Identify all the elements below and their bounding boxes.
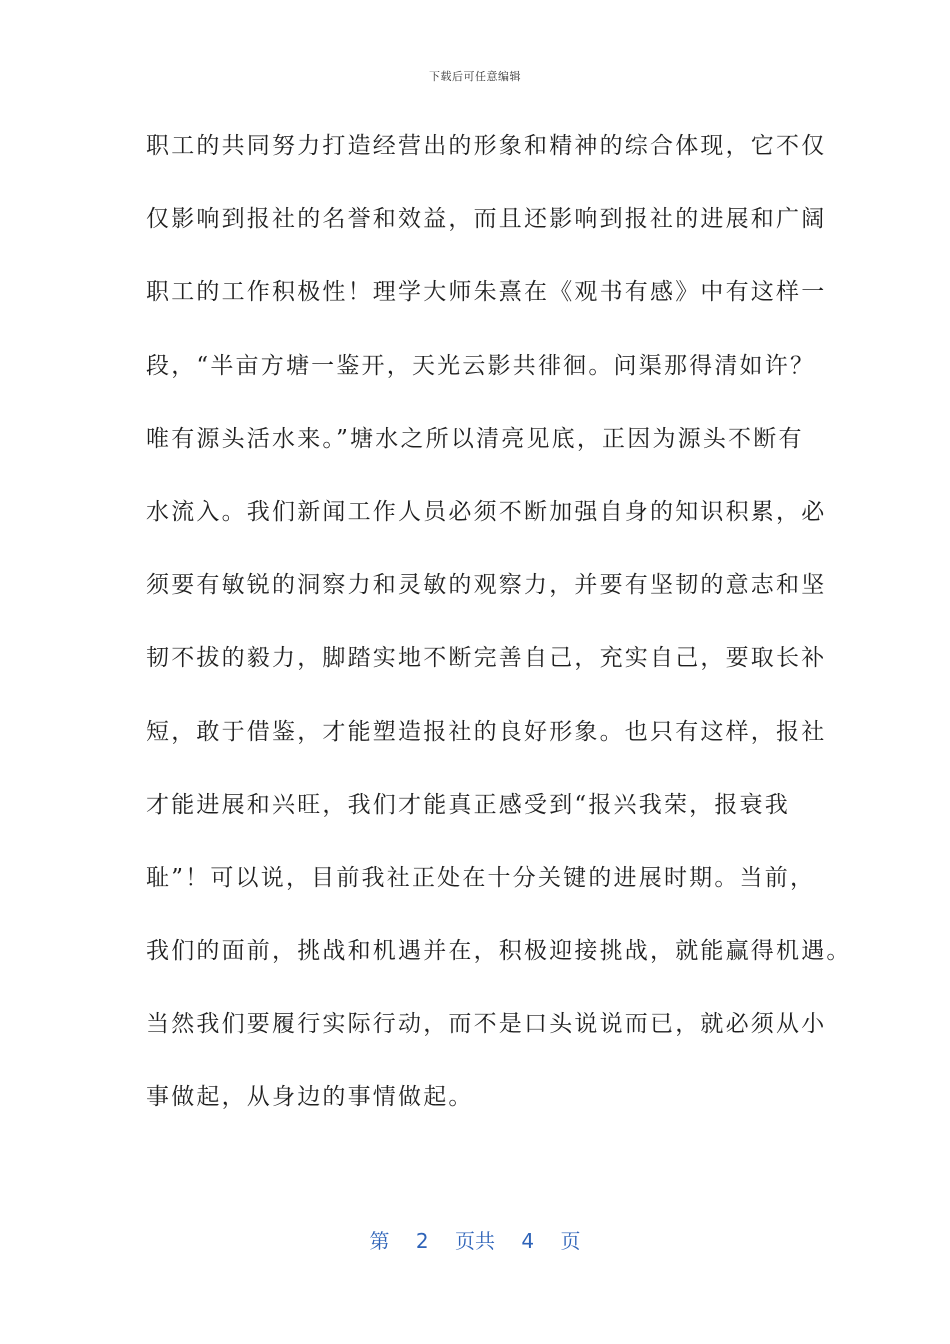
body-line: 职工的共同努力打造经营出的形象和精神的综合体现，它不仅 xyxy=(146,133,827,159)
body-line: 职工的工作积极性！理学大师朱熹在《观书有感》中有这样一 xyxy=(146,279,827,306)
page-total-number: 4 xyxy=(521,1229,535,1253)
body-line: 水流入。我们新闻工作人员必须不断加强自身的知识积累，必 xyxy=(146,498,827,525)
body-line: 段，“半亩方塘一鉴开，天光云影共徘徊。问渠那得清如许？ xyxy=(146,352,816,379)
body-line: 韧不拔的毅力，脚踏实地不断完善自己，充实自己，要取长补 xyxy=(146,645,827,672)
body-line: 才能进展和兴旺，我们才能真正感受到“报兴我荣，报衰我 xyxy=(146,791,790,818)
page-current-number: 2 xyxy=(415,1229,429,1253)
body-line: 耻”！可以说，目前我社正处在十分关键的进展时期。当前， xyxy=(146,864,816,891)
body-line: 事做起，从身边的事情做起。 xyxy=(146,1084,474,1111)
page-footer xyxy=(0,1225,950,1254)
body-line: 仅影响到报社的名誉和效益，而且还影响到报社的进展和广阔 xyxy=(146,206,827,233)
body-line: 我们的面前，挑战和机遇并在，积极迎接挑战，就能赢得机遇。 xyxy=(146,938,852,965)
document-body xyxy=(146,124,852,1149)
body-line: 须要有敏锐的洞察力和灵敏的观察力，并要有坚韧的意志和坚 xyxy=(146,572,827,599)
body-line: 短，敢于借鉴，才能塑造报社的良好形象。也只有这样，报社 xyxy=(146,718,827,745)
page-label-suffix: 页 xyxy=(560,1229,581,1253)
body-line: 当然我们要履行实际行动，而不是口头说说而已，就必须从小 xyxy=(146,1011,827,1038)
page-label-prefix: 第 xyxy=(369,1229,390,1253)
page-label-middle: 页共 xyxy=(455,1229,495,1253)
header-note: 下载后可任意编辑 xyxy=(429,70,521,83)
body-line: 唯有源头活水来。”塘水之所以清亮见底，正因为源头不断有 xyxy=(146,425,804,452)
